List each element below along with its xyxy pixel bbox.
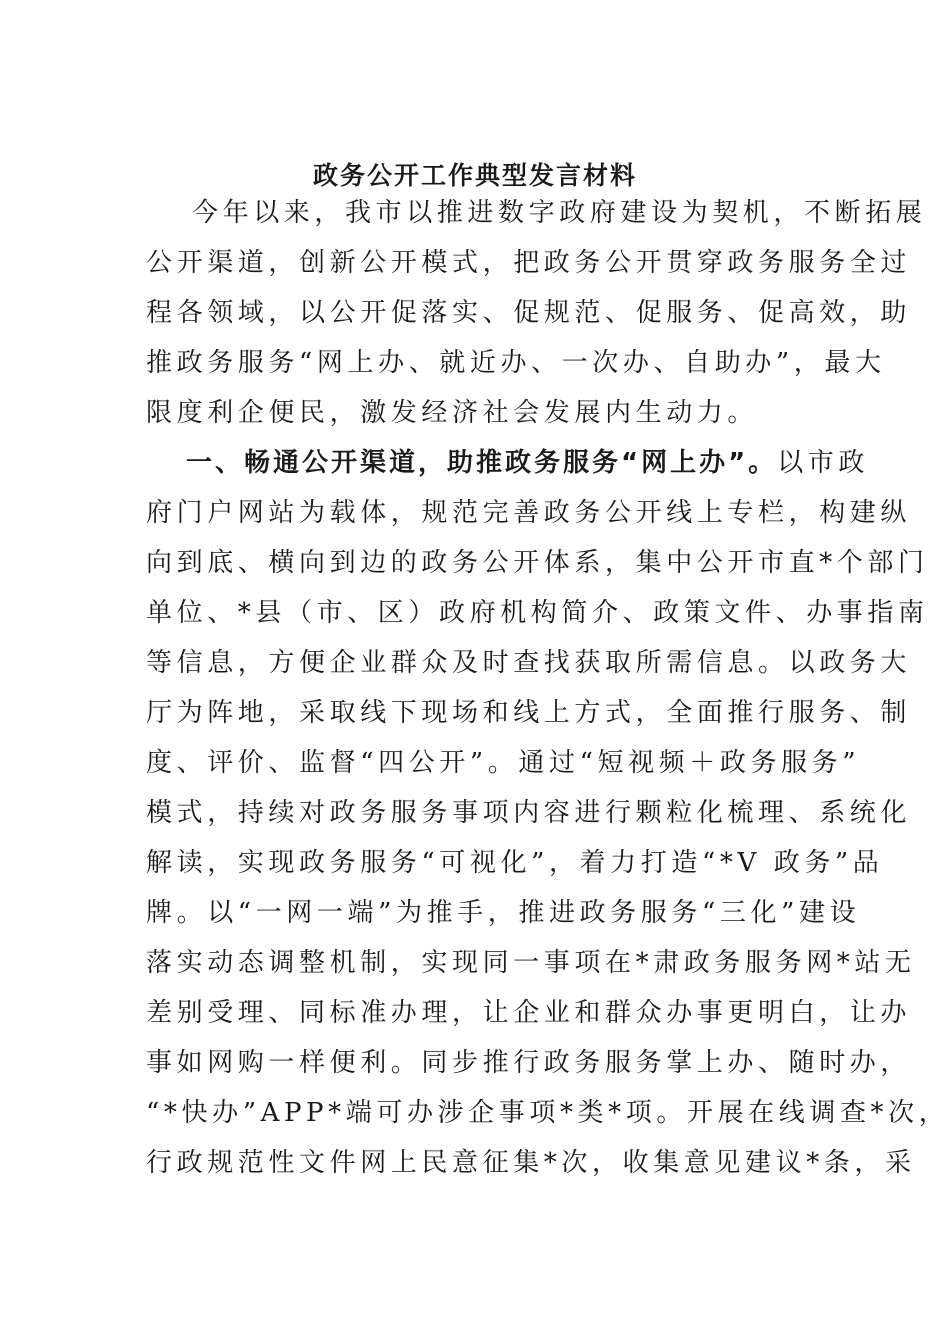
paragraph-line: 差别受理、同标准办理，让企业和群众办事更明白，让办 [146,998,912,1028]
paragraph-line: 模式，持续对政务服务事项内容进行颗粒化梳理、系统化 [146,798,912,828]
paragraph-line: 程各领域，以公开促落实、促规范、促服务、促高效，助 [146,298,912,328]
paragraph-line: 厅为阵地，采取线下现场和线上方式，全面推行服务、制 [146,698,912,728]
paragraph-line: 度、评价、监督“四公开”。通过“短视频＋政务服务” [146,748,861,778]
paragraph-line: 单位、*县（市、区）政府机构简介、政策文件、办事指南 [146,598,929,628]
paragraph-line: 推政务服务“网上办、就近办、一次办、自助办”，最大 [146,348,886,378]
paragraph-line: 向到底、横向到边的政务公开体系，集中公开市直*个部门 [146,548,929,578]
paragraph-line: 公开渠道，创新公开模式，把政务公开贯穿政务服务全过 [146,248,912,278]
paragraph-line: 落实动态调整机制，实现同一事项在*肃政务服务网*站无 [146,948,916,978]
paragraph-line: 限度利企便民，激发经济社会发展内生动力。 [146,398,759,428]
paragraph-line: 府门户网站为载体，规范完善政务公开线上专栏，构建纵 [146,498,912,528]
section-heading-tail: 以市政 [777,448,869,478]
section-heading-line [146,438,869,488]
paragraph-line: “*快办”APP*端可办涉企事项*类*项。开展在线调查*次， [146,1098,950,1128]
paragraph-line: 事如网购一样便利。同步推行政务服务掌上办、随时办， [146,1048,912,1078]
paragraph-line: 解读，实现政务服务“可视化”，着力打造“*V 政务”品 [146,848,884,878]
paragraph-line: 行政规范性文件网上民意征集*次，收集意见建议*条，采 [146,1148,916,1178]
paragraph-line: 今年以来，我市以推进数字政府建设为契机，不断拓展 [192,198,927,228]
paragraph-line: 牌。以“一网一端”为推手，推进政务服务“三化”建设 [146,898,861,928]
paragraph-line: 等信息，方便企业群众及时查找获取所需信息。以政务大 [146,648,912,678]
section-heading: 一、畅通公开渠道，助推政务服务“网上办”。 [186,448,778,478]
document-title: 政务公开工作典型发言材料 [312,161,637,190]
